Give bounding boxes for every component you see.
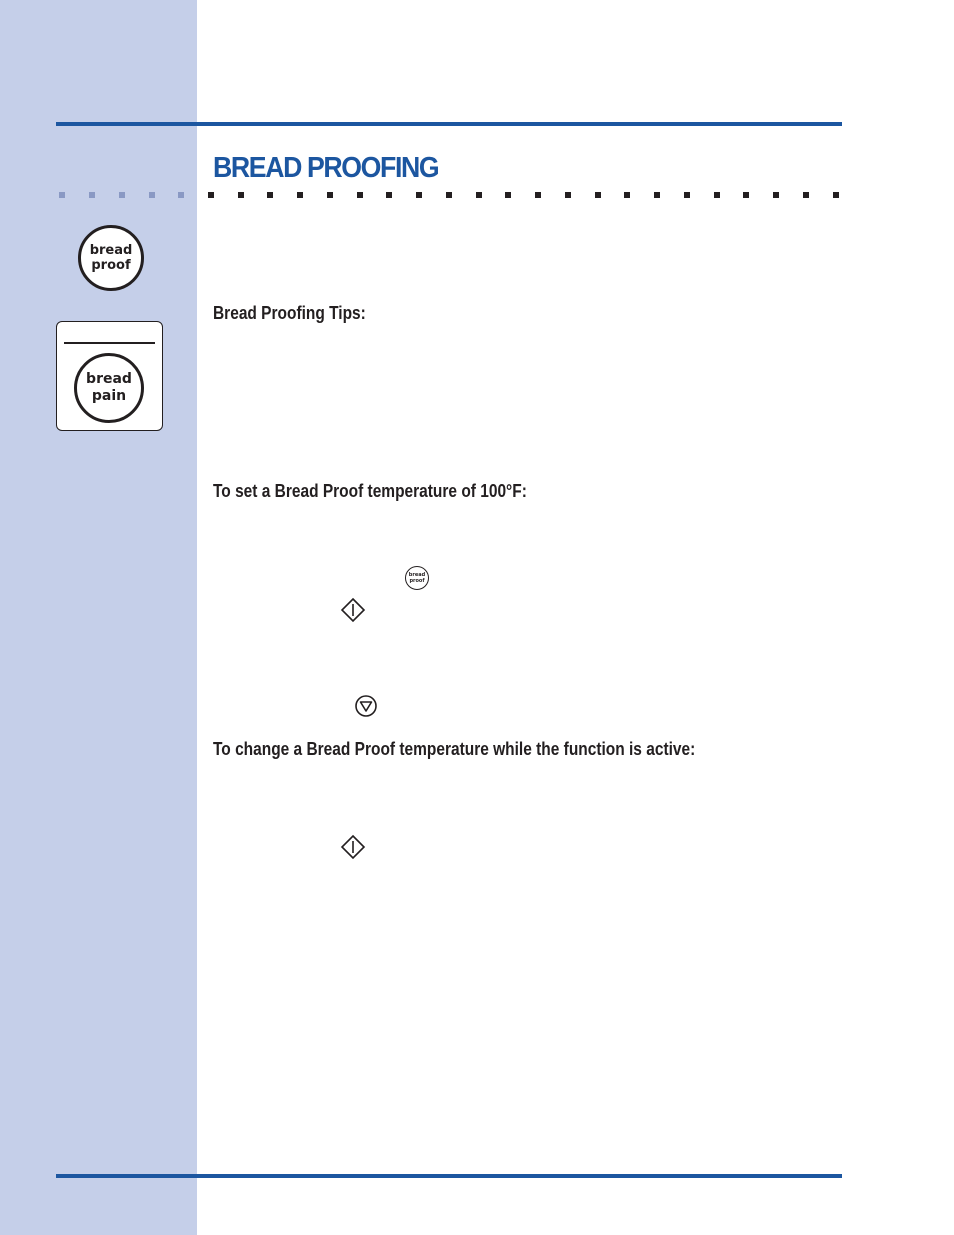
bread-pain-button-line1: bread (86, 371, 132, 387)
bottom-rule (56, 1174, 842, 1178)
bread-proof-button[interactable] (78, 225, 144, 291)
tips-heading: Bread Proofing Tips: (213, 303, 366, 323)
top-rule (56, 122, 842, 126)
bread-proof-button-line1: bread (89, 243, 133, 258)
set-temp-heading: To set a Bread Proof temperature of 100°F: (213, 481, 527, 501)
bread-proof-button-line2: proof (91, 258, 131, 273)
bread-pain-button-line2: pain (91, 388, 127, 404)
inline-bread-proof-line2: proof (409, 578, 425, 584)
stop-triangle-icon (354, 694, 378, 718)
bread-pain-button[interactable] (74, 353, 144, 423)
page-title: BREAD PROOFING (213, 152, 439, 184)
start-diamond-icon (340, 834, 366, 860)
sidebar-band (0, 0, 197, 1235)
change-temp-heading: To change a Bread Proof temperature while the function is active: (213, 739, 696, 759)
inline-bread-proof-icon (405, 566, 429, 590)
panel-divider (64, 342, 155, 344)
bread-pain-panel (56, 321, 163, 431)
inline-bread-proof-line1: bread (408, 572, 426, 578)
start-diamond-icon (340, 597, 366, 623)
